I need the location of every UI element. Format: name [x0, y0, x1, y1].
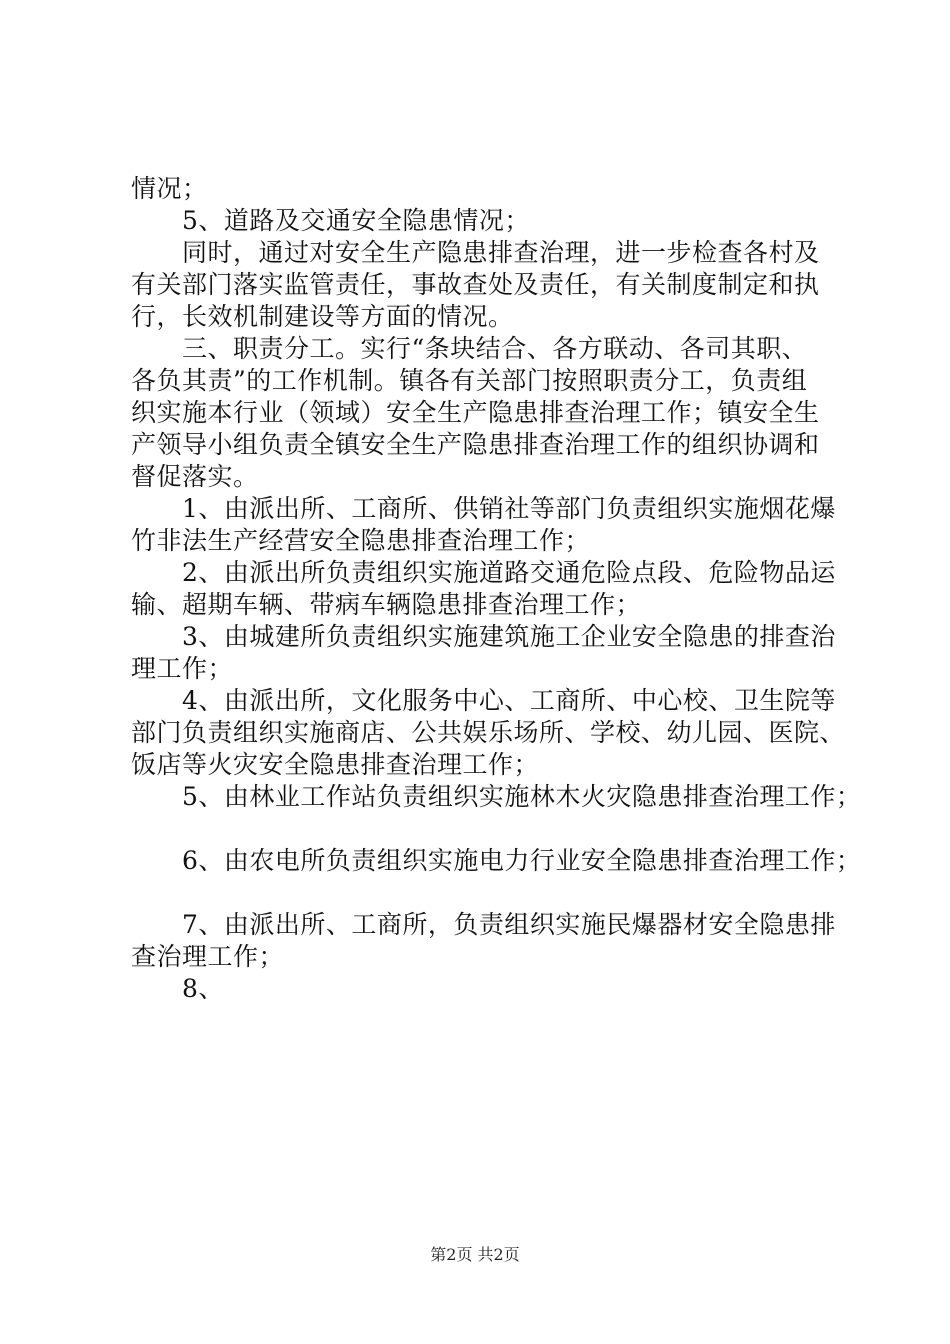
- text-line: 各负其责”的工作机制。镇各有关部门按照职责分工，负责组: [131, 366, 808, 395]
- text-line: 竹非法生产经营安全隐患排查治理工作；: [131, 526, 591, 555]
- text-line: 5、由林业工作站负责组织实施林木火灾隐患排查治理工作；: [131, 782, 862, 811]
- text-line: 6、由农电所负责组织实施电力行业安全隐患排查治理工作；: [131, 846, 862, 875]
- text-line: 4、由派出所，文化服务中心、工商所、中心校、卫生院等: [131, 686, 836, 715]
- text-line: 有关部门落实监管责任，事故查处及责任，有关制度制定和执: [131, 270, 820, 299]
- text-line: 5、道路及交通安全隐患情况；: [131, 206, 530, 235]
- text-line: 同时，通过对安全生产隐患排查治理，进一步检查各村及: [131, 238, 820, 267]
- text-line: 1、由派出所、工商所、供销社等部门负责组织实施烟花爆: [131, 494, 836, 523]
- text-line: 7、由派出所、工商所，负责组织实施民爆器材安全隐患排: [131, 910, 836, 939]
- text-line: 三、职责分工。实行“条块结合、各方联动、各司其职、: [131, 334, 808, 363]
- text-line: 情况；: [131, 174, 208, 203]
- text-line: 行，长效机制建设等方面的情况。: [131, 302, 514, 331]
- text-line: 织实施本行业（领域）安全生产隐患排查治理工作；镇安全生: [131, 398, 820, 427]
- text-line: 输、超期车辆、带病车辆隐患排查治理工作；: [131, 590, 642, 619]
- text-line: 查治理工作；: [131, 942, 285, 971]
- text-line: 8、: [131, 974, 224, 1003]
- text-line: 理工作；: [131, 654, 234, 683]
- text-line: 产领导小组负责全镇安全生产隐患排查治理工作的组织协调和: [131, 430, 820, 459]
- text-line: 部门负责组织实施商店、公共娱乐场所、学校、幼儿园、医院、: [131, 718, 846, 747]
- page-number: 第2页 共2页: [430, 1245, 520, 1264]
- text-line: 2、由派出所负责组织实施道路交通危险点段、危险物品运: [131, 558, 836, 587]
- text-line: 3、由城建所负责组织实施建筑施工企业安全隐患的排查治: [131, 622, 836, 651]
- text-line: 督促落实。: [131, 462, 259, 491]
- text-line: 饭店等火灾安全隐患排查治理工作；: [131, 750, 540, 779]
